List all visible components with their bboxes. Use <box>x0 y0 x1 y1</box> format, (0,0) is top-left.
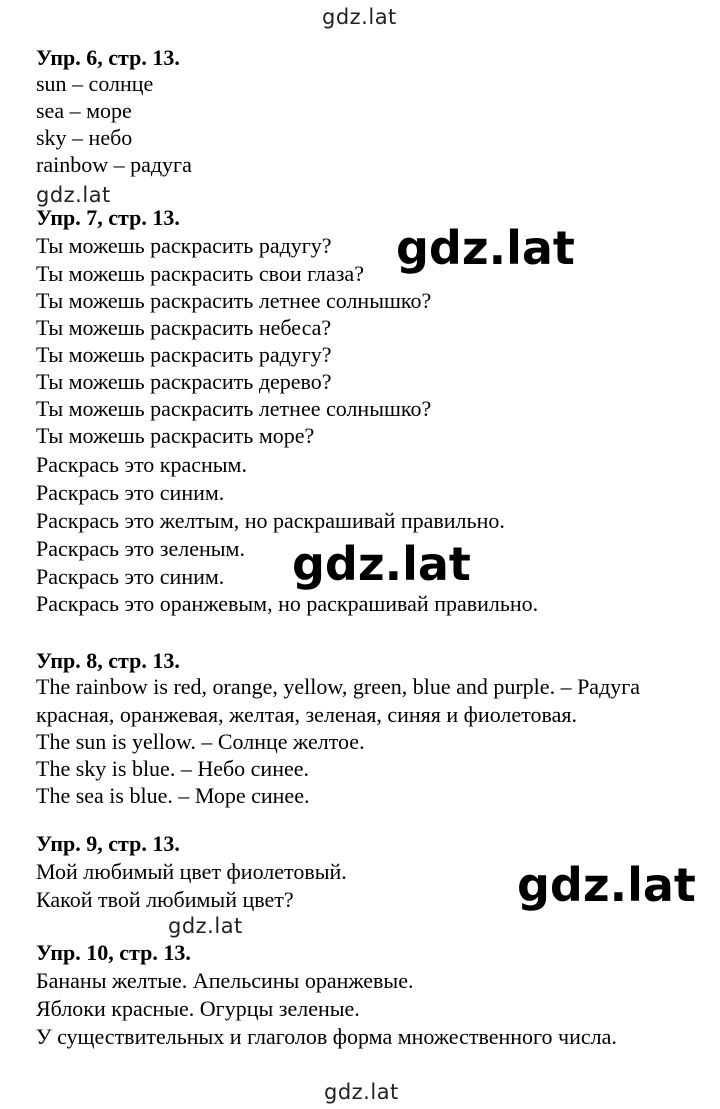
ex7-line-9: Раскрась это красным. <box>36 452 247 477</box>
ex7-line-11: Раскрась это желтым, но раскрашивай правильно. <box>36 508 505 533</box>
ex8-line-3: The sun is yellow. – Солнце желтое. <box>36 729 365 754</box>
ex10-line-3: У существительных и глаголов форма множественного числа. <box>36 1024 617 1049</box>
watermark-after-ex6: gdz.lat <box>36 183 111 207</box>
ex10-heading: Упр. 10, стр. 13. <box>36 940 191 965</box>
watermark-big-2: gdz.lat <box>292 537 471 591</box>
watermark-bottom: gdz.lat <box>324 1080 399 1104</box>
ex6-line-2: sea – море <box>36 98 132 123</box>
ex9-line-1: Мой любимый цвет фиолетовый. <box>36 859 347 884</box>
ex7-line-8: Ты можешь раскрасить море? <box>36 423 315 448</box>
ex10-line-2: Яблоки красные. Огурцы зеленые. <box>36 996 360 1021</box>
ex6-line-3: sky – небо <box>36 125 133 150</box>
ex7-line-14: Раскрась это оранжевым, но раскрашивай правильно. <box>36 591 539 616</box>
ex7-line-7: Ты можешь раскрасить летнее солнышко? <box>36 396 432 421</box>
watermark-big-3: gdz.lat <box>517 858 696 912</box>
ex9-heading: Упр. 9, стр. 13. <box>36 831 180 856</box>
ex8-line-4: The sky is blue. – Небо синее. <box>36 756 310 781</box>
watermark-after-ex9: gdz.lat <box>168 914 243 938</box>
watermark-big-1: gdz.lat <box>396 221 575 275</box>
ex7-line-1: Ты можешь раскрасить радугу? <box>36 233 332 258</box>
ex8-line-5: The sea is blue. – Море синее. <box>36 783 310 808</box>
ex8-line-1: The rainbow is red, orange, yellow, green, blue and purple. – Радуга <box>36 674 641 699</box>
ex7-line-4: Ты можешь раскрасить небеса? <box>36 315 332 340</box>
ex6-line-4: rainbow – радуга <box>36 152 192 177</box>
ex6-line-1: sun – солнце <box>36 71 154 96</box>
ex7-line-3: Ты можешь раскрасить летнее солнышко? <box>36 288 432 313</box>
ex8-line-2: красная, оранжевая, желтая, зеленая, синяя и фиолетовая. <box>36 702 577 727</box>
ex7-line-10: Раскрась это синим. <box>36 480 225 505</box>
ex7-heading: Упр. 7, стр. 13. <box>36 205 180 230</box>
watermark-top: gdz.lat <box>322 5 397 29</box>
ex7-line-6: Ты можешь раскрасить дерево? <box>36 369 332 394</box>
ex10-line-1: Бананы желтые. Апельсины оранжевые. <box>36 968 414 993</box>
ex7-line-13: Раскрась это синим. <box>36 564 225 589</box>
ex7-line-5: Ты можешь раскрасить радугу? <box>36 342 332 367</box>
ex8-heading: Упр. 8, стр. 13. <box>36 648 180 673</box>
ex6-heading: Упр. 6, стр. 13. <box>36 45 180 70</box>
ex9-line-2: Какой твой любимый цвет? <box>36 887 294 912</box>
ex7-line-2: Ты можешь раскрасить свои глаза? <box>36 261 364 286</box>
ex7-line-12: Раскрась это зеленым. <box>36 536 245 561</box>
